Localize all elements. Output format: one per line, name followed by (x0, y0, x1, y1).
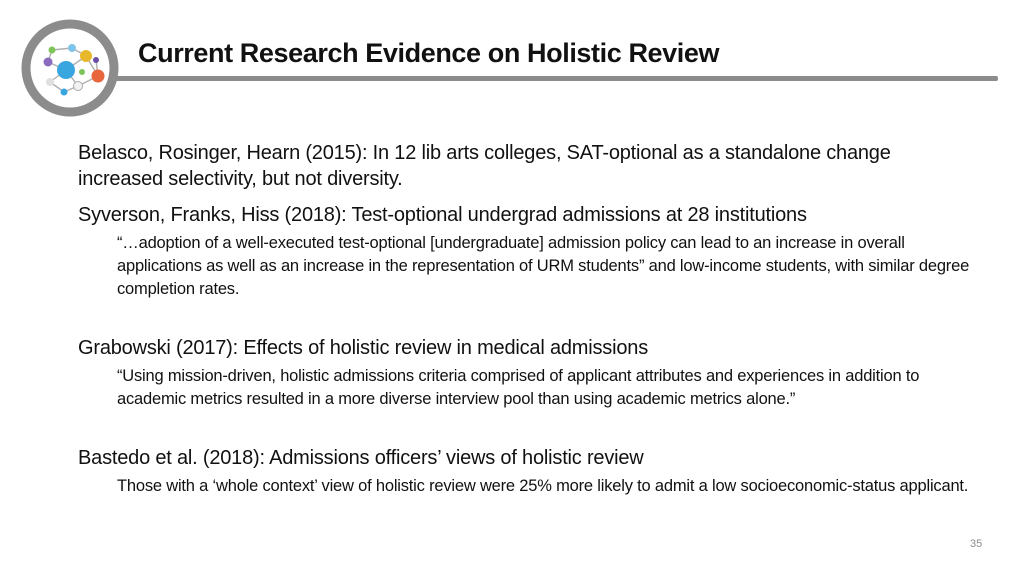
molecular-network-icon (20, 18, 120, 118)
item-2-detail: “…adoption of a well-executed test-optional [undergraduate] admission policy can lead to an increase in overall applications as well as an increase in the representation of URM students” and low-income students, with similar degree completion rates. (117, 234, 970, 298)
item-3-detail: “Using mission-driven, holistic admissions criteria comprised of applicant attributes and experiences in addition to academic metrics resulted in a more diverse interview pool than using academic metrics alone.” (117, 367, 920, 408)
slide-body (78, 140, 978, 498)
item-4-heading: Bastedo et al. (2018): Admissions officers’ views of holistic review (78, 447, 644, 469)
title-underline (108, 76, 998, 81)
item-2-heading: Syverson, Franks, Hiss (2018): Test-optional undergrad admissions at 28 institutions (78, 204, 807, 226)
item-3-heading: Grabowski (2017): Effects of holistic review in medical admissions (78, 337, 648, 359)
item-1-heading: Belasco, Rosinger, Hearn (2015): In 12 lib arts colleges, SAT-optional as a standalone change increased selectivity, but not diversity. (78, 142, 891, 190)
item-4-detail: Those with a ‘whole context’ view of holistic review were 25% more likely to admit a low socioeconomic-status applicant. (117, 477, 969, 495)
page-number: 35 (970, 538, 983, 550)
slide-title: Current Research Evidence on Holistic Review (138, 38, 720, 68)
logo (20, 18, 120, 118)
